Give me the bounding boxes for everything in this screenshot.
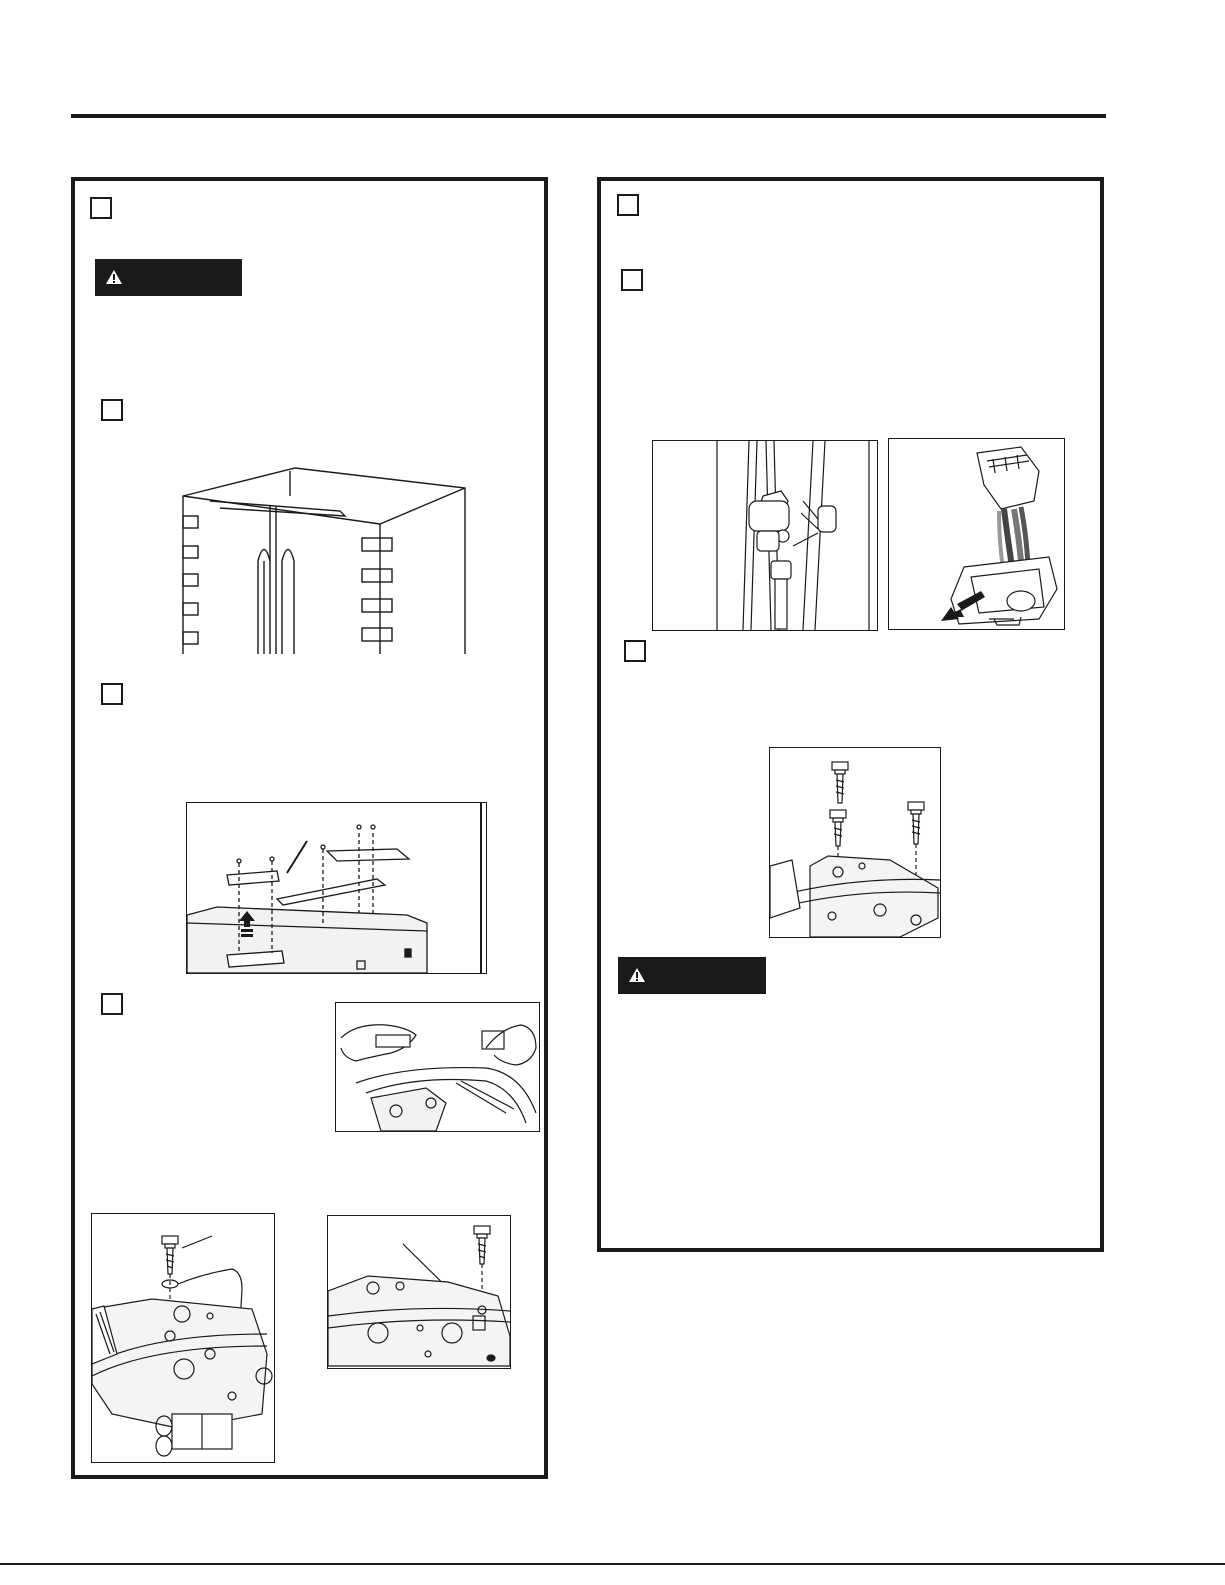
figure-wire-connectors [335, 1002, 540, 1132]
screw-icon [474, 1226, 490, 1264]
step-checkbox-main-right [617, 194, 639, 216]
screw-icon [832, 762, 848, 803]
footer-rule [0, 1563, 1225, 1565]
step-checkbox-1-right [621, 269, 643, 291]
screw-icon [908, 802, 924, 844]
screw-icon [162, 1236, 178, 1274]
warning-badge-left [95, 259, 242, 296]
step-checkbox-main-left [90, 197, 112, 219]
figure-ground-screw-right [327, 1215, 511, 1369]
step-checkbox-2-left [101, 683, 123, 705]
warning-triangle-icon [628, 967, 646, 983]
figure-hinge-removal [186, 802, 487, 974]
warning-badge-right [618, 957, 766, 994]
header-rule [71, 114, 1106, 118]
figure-hinge-screws [769, 747, 941, 938]
warning-triangle-icon [105, 269, 123, 285]
step-checkbox-1-left [101, 399, 123, 421]
figure-refrigerator-top [180, 466, 470, 656]
step-checkbox-2-right [624, 640, 646, 662]
screw-icon [830, 810, 846, 846]
figure-water-line-fitting [652, 440, 878, 631]
step-checkbox-3-left [101, 993, 123, 1015]
figure-ground-screw-left [91, 1213, 275, 1463]
right-instruction-panel [597, 177, 1104, 1252]
figure-wiring-harness [888, 438, 1065, 630]
